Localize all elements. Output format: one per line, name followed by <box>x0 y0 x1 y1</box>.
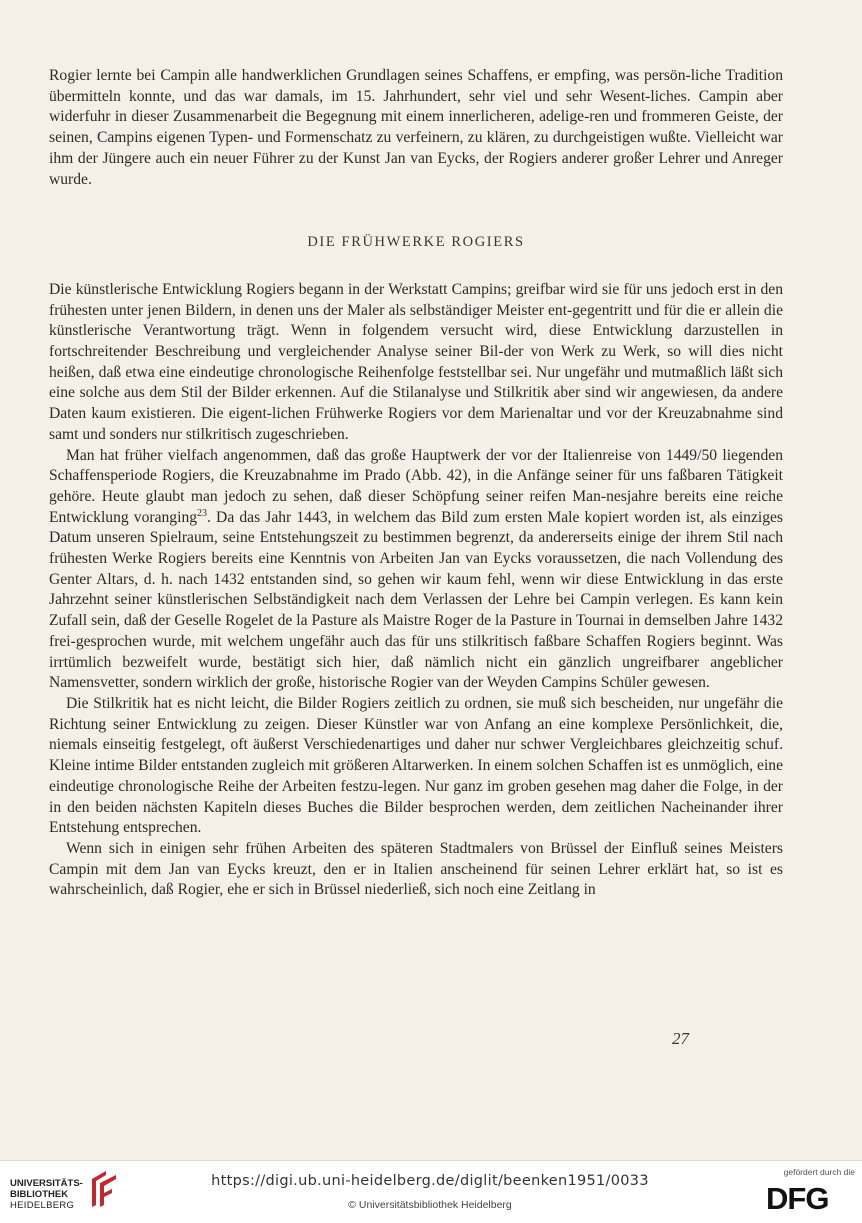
paragraph-1-text: Die künstlerische Entwicklung Rogiers begann in der Werkstatt Campins; greifbar wird sie für uns jedoch erst in den frühesten unter jenen Bildern, in denen uns der Maler als selbständiger Meister ent-gegentritt und für die er allein die künstlerische Verantwortung trägt. Wenn in folgendem versucht wird, diese Entwicklung darzustellen in fortschreitender Beschreibung und vergleichender Analyse seiner Bil-der von Werk zu Werk, so will dies nicht heißen, daß etwa eine eindeutige chronologische Reihenfolge feststellbar sei. Nur ungefähr und mutmaßlich läßt sich eine solche aus dem Stil der Bilder erkennen. Auf die Stilanalyse und Stilkritik aber sind wir angewiesen, da andere Daten kaum existieren. Die eigent-lichen Frühwerke Rogiers vor dem Marienaltar und vor der Kreuzabnahme sind samt und sonders nur stilkritisch zugeschrieben. <box>49 280 783 443</box>
funder-logo[interactable] <box>760 1167 855 1219</box>
paragraph-2-text-b: . Da das Jahr 1443, in welchem das Bild zum ersten Male kopiert worden ist, als einziges Datum unseren Spielraum, seine Entstehungszeit zu bestimmen begrenzt, da andererseits einige der ihrem Stil nach frühesten Werke Rogiers bereits eine Kenntnis von Arbeiten Jan van Eycks voraussetzen, die nach Vollendung des Genter Altars, d. h. nach 1432 entstanden sind, so gehen wir kaum fehl, wenn wir diese Entwicklung in das erste Jahrzehnt seiner künstlerischen Selbständigkeit nach dem Verlassen der Lehre bei Campin verlegen. Es kann kein Zufall sein, daß der Geselle Rogelet de la Pasture als Maistre Roger de la Pasture in Tournai in demselben Jahre 1432 frei-gesprochen wurde, mit welchem ungefähr auch das für uns stilkritisch faßbare Schaffen Rogiers beginnt. Was irrtümlich bezweifelt wurde, bestätigt sich hier, daß nämlich nicht ein gänzlich ungreifbarer angeblicher Namensvetter, sondern wirklich der große, historische Rogier van der Weyden Campins Schüler gewesen. <box>49 508 783 692</box>
paragraph-3 <box>49 694 783 839</box>
footer-bar <box>0 1160 862 1223</box>
ub-heidelberg-logo-icon <box>88 1169 120 1209</box>
section-heading: DIE FRÜHWERKE ROGIERS <box>307 234 525 251</box>
paragraph-3-text: Die Stilkritik hat es nicht leicht, die Bilder Rogiers zeitlich zu ordnen, sie muß sich bescheiden, nur ungefähr die Richtung seiner Entwicklung zu zeigen. Dieser Künstler war von Anfang an eine komplexe Persönlichkeit, die, niemals einseitig festgelegt, oft äußerst Verschiedenartiges und daher nur schwer Vergleichbares gleichzeitig schuf. Kleine intime Bilder entstanden zugleich mit größeren Altarwerken. In einem solchen Schaffen ist es unmöglich, eine eindeutige chronologische Reihe der Arbeiten festzu-legen. Nur ganz im groben gesehen mag daher die Folge, in der in den beiden nächsten Kapiteln dieses Buches die Bilder besprochen werden, dem zeitlichen Nacheinander ihrer Entstehung entsprechen. <box>49 694 783 837</box>
library-logo[interactable] <box>10 1175 140 1215</box>
funder-caption: gefördert durch die <box>783 1167 855 1177</box>
body-text <box>49 66 783 901</box>
library-name-line-1: UNIVERSITÄTS- <box>10 1178 83 1189</box>
library-name-line-2: BIBLIOTHEK <box>10 1189 69 1200</box>
dfg-logo-text: DFG <box>766 1181 829 1216</box>
library-name <box>10 1178 83 1211</box>
intro-paragraph-text: Rogier lernte bei Campin alle handwerklichen Grundlagen seines Schaffens, er empfing, was persön-liche Tradition übermitteln konnte, und das war damals, im 15. Jahrhundert, sehr viel und sehr Wesent-liches. Campin aber widerfuhr in dieser Zusammenarbeit die Begegnung mit einem innerlicheren, adelige-ren und frommeren Geiste, der seinen, Campins eigenen Typen- und Formenschatz zu verfeinern, zu klären, zu durchgeistigen wußte. Vielleicht war ihm der Jüngere auch ein neuer Führer zu der Kunst Jan van Eycks, der Rogiers anderer großer Lehrer und Anreger wurde. <box>49 67 783 188</box>
paragraph-4-text: Wenn sich in einigen sehr frühen Arbeiten des späteren Stadtmalers von Brüssel der Einfluß seines Meisters Campin mit dem Jan van Eycks kreuzt, den er in Italien anscheinend für seinen Lehrer erklärt hat, so ist es wahrscheinlich, daß Rogier, ehe er sich in Brüssel niederließ, sich noch eine Zeitlang in <box>49 839 783 899</box>
document-url-link[interactable]: https://digi.ub.uni-heidelberg.de/diglit/beenken1951/0033 <box>211 1173 649 1189</box>
page-number: 27 <box>672 1029 689 1048</box>
intro-paragraph <box>49 66 783 190</box>
paragraph-2 <box>49 446 783 694</box>
paragraph-1 <box>49 280 783 446</box>
footnote-marker: 23 <box>197 507 208 519</box>
library-name-line-3: HEIDELBERG <box>10 1200 75 1211</box>
copyright-notice: © Universitätsbibliothek Heidelberg <box>348 1199 512 1211</box>
paragraph-2-text-a: Man hat früher vielfach angenommen, daß das große Hauptwerk der vor der Italienreise von 1449/50 liegenden Schaffensperiode Rogiers, die Kreuzabnahme im Prado (Abb. 42), in die Anfänge seiner für uns faßbaren Tätigkeit gehöre. Heute glaubt man jedoch zu sehen, daß dieser Schöpfung seiner reifen Man-nesjahre bereits eine reiche Entwicklung voranging <box>49 446 783 526</box>
paragraph-4 <box>49 839 783 901</box>
